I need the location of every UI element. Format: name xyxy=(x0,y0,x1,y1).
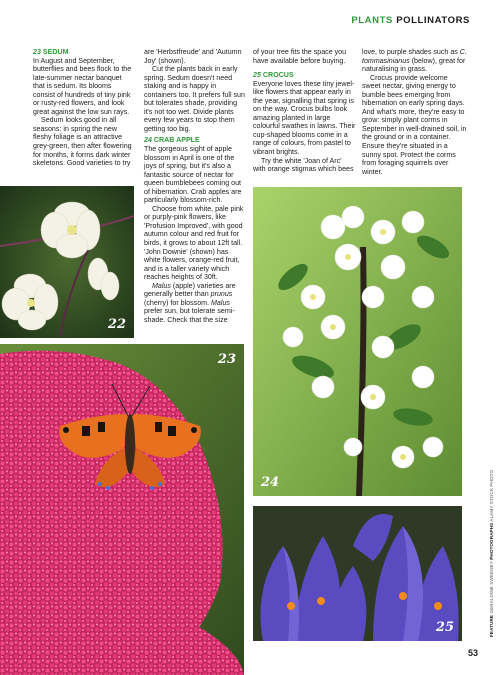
photo-number-24: 24 xyxy=(261,475,280,490)
crab-apple-para-3-cont: of your tree fits the space you have available before buying. xyxy=(253,48,347,65)
subsection-label: POLLINATORS xyxy=(396,15,470,26)
apple-blossom-image xyxy=(253,187,462,496)
photo-sedum-butterfly xyxy=(0,344,244,675)
sedum-para-1: In August and September, butterflies and bees flock to the late-summer nectar banquet that is sedum. Its blooms consist of hundreds of tiny pink or rusty-red flowers, and look great against the low sun rays. xyxy=(33,56,132,116)
crab-apple-para-2: Choose from white, pale pink or purply-pink flowers, like 'Profusion Improved', with good autumn colour and red fruit for birds, it grows to about 12ft tall. 'John Downie' (shown) has white flowers, orange-red fruit, and is a taller variety which reaches heights of 30ft. xyxy=(144,204,244,282)
photo-credit: FEATURE GERALDINE SWEENEY PHOTOGRAPHS ALAMY STOCK PHOTO xyxy=(489,469,494,637)
photo-clematis xyxy=(0,186,134,338)
sedum-para-3: Cut the plants back in early spring. Sedum doesn't need staking and is happy in containers too. It prefers full sun but tolerates shade, providing it's not too wet. Divide plants every few years to stop them getting too big. xyxy=(144,65,245,133)
section-label: PLANTS xyxy=(351,15,393,26)
photo-crocus xyxy=(253,506,462,641)
column-2 xyxy=(144,48,245,325)
sedum-para-2: Sedum looks good in all seasons: in spring the new fleshy foliage is an attractive grey-green, then after flowering for months, it forms dark winter skeletons. Good varieties to try xyxy=(33,116,132,168)
sedum-heading: 23 SEDUM xyxy=(33,48,69,56)
clematis-image xyxy=(0,186,134,338)
crab-apple-heading: 24 CRAB APPLE xyxy=(144,136,200,145)
photo-number-22: 22 xyxy=(107,317,126,332)
sedum-image xyxy=(0,344,244,675)
page-header xyxy=(351,15,470,26)
crocus-image xyxy=(253,506,462,641)
page-number: 53 xyxy=(467,648,478,658)
crocus-para-1: Everyone loves these tiny jewel-like flowers that appear early in the year, signalling that spring is on the way. Crocus bulbs look amazing planted in large colourful swathes in lawns. Their cup-shaped blooms come in a range of colours, from pastel to vibrant brights. xyxy=(253,79,356,157)
crab-apple-para-1: The gorgeous sight of apple blossom in April is one of the joys of spring, but it's also a fantastic source of nectar for queen bumblebees coming out of hibernation. Crab apples are particularly blossom-rich. xyxy=(144,145,242,205)
column-3 xyxy=(253,48,356,174)
photo-apple-blossom xyxy=(253,187,462,496)
column-4 xyxy=(362,48,468,176)
crocus-para-2-cont: love, to purple shades such as C. tommasinianus (below), great for naturalising in grass. xyxy=(362,48,467,74)
crocus-para-3: Crocus provide welcome sweet nectar, giving energy to bumble bees emerging from hibernation on early spring days. And what's more, they're easy to grow: simply plant corms in September in well-drained soil, in the ground or in a container. Ensure they're situated in a sunny spot. Protect the corms from foraging squirrels over winter. xyxy=(362,73,467,176)
column-1 xyxy=(33,48,134,168)
crocus-para-2: Try the white 'Joan of Arc' with orange stigmas which bees xyxy=(253,156,354,174)
crab-apple-para-3: Malus (apple) varieties are generally better than prunus (cherry) for blossom. Malus prefer sun, but tolerate semi-shade. Check that the size xyxy=(144,281,236,324)
crocus-heading: 25 CROCUS xyxy=(253,71,294,80)
photo-number-25: 25 xyxy=(435,620,454,635)
photo-number-23: 23 xyxy=(217,352,236,367)
sedum-para-2-cont: are 'Herbstfreude' and 'Autumn Joy' (shown). xyxy=(144,48,242,65)
